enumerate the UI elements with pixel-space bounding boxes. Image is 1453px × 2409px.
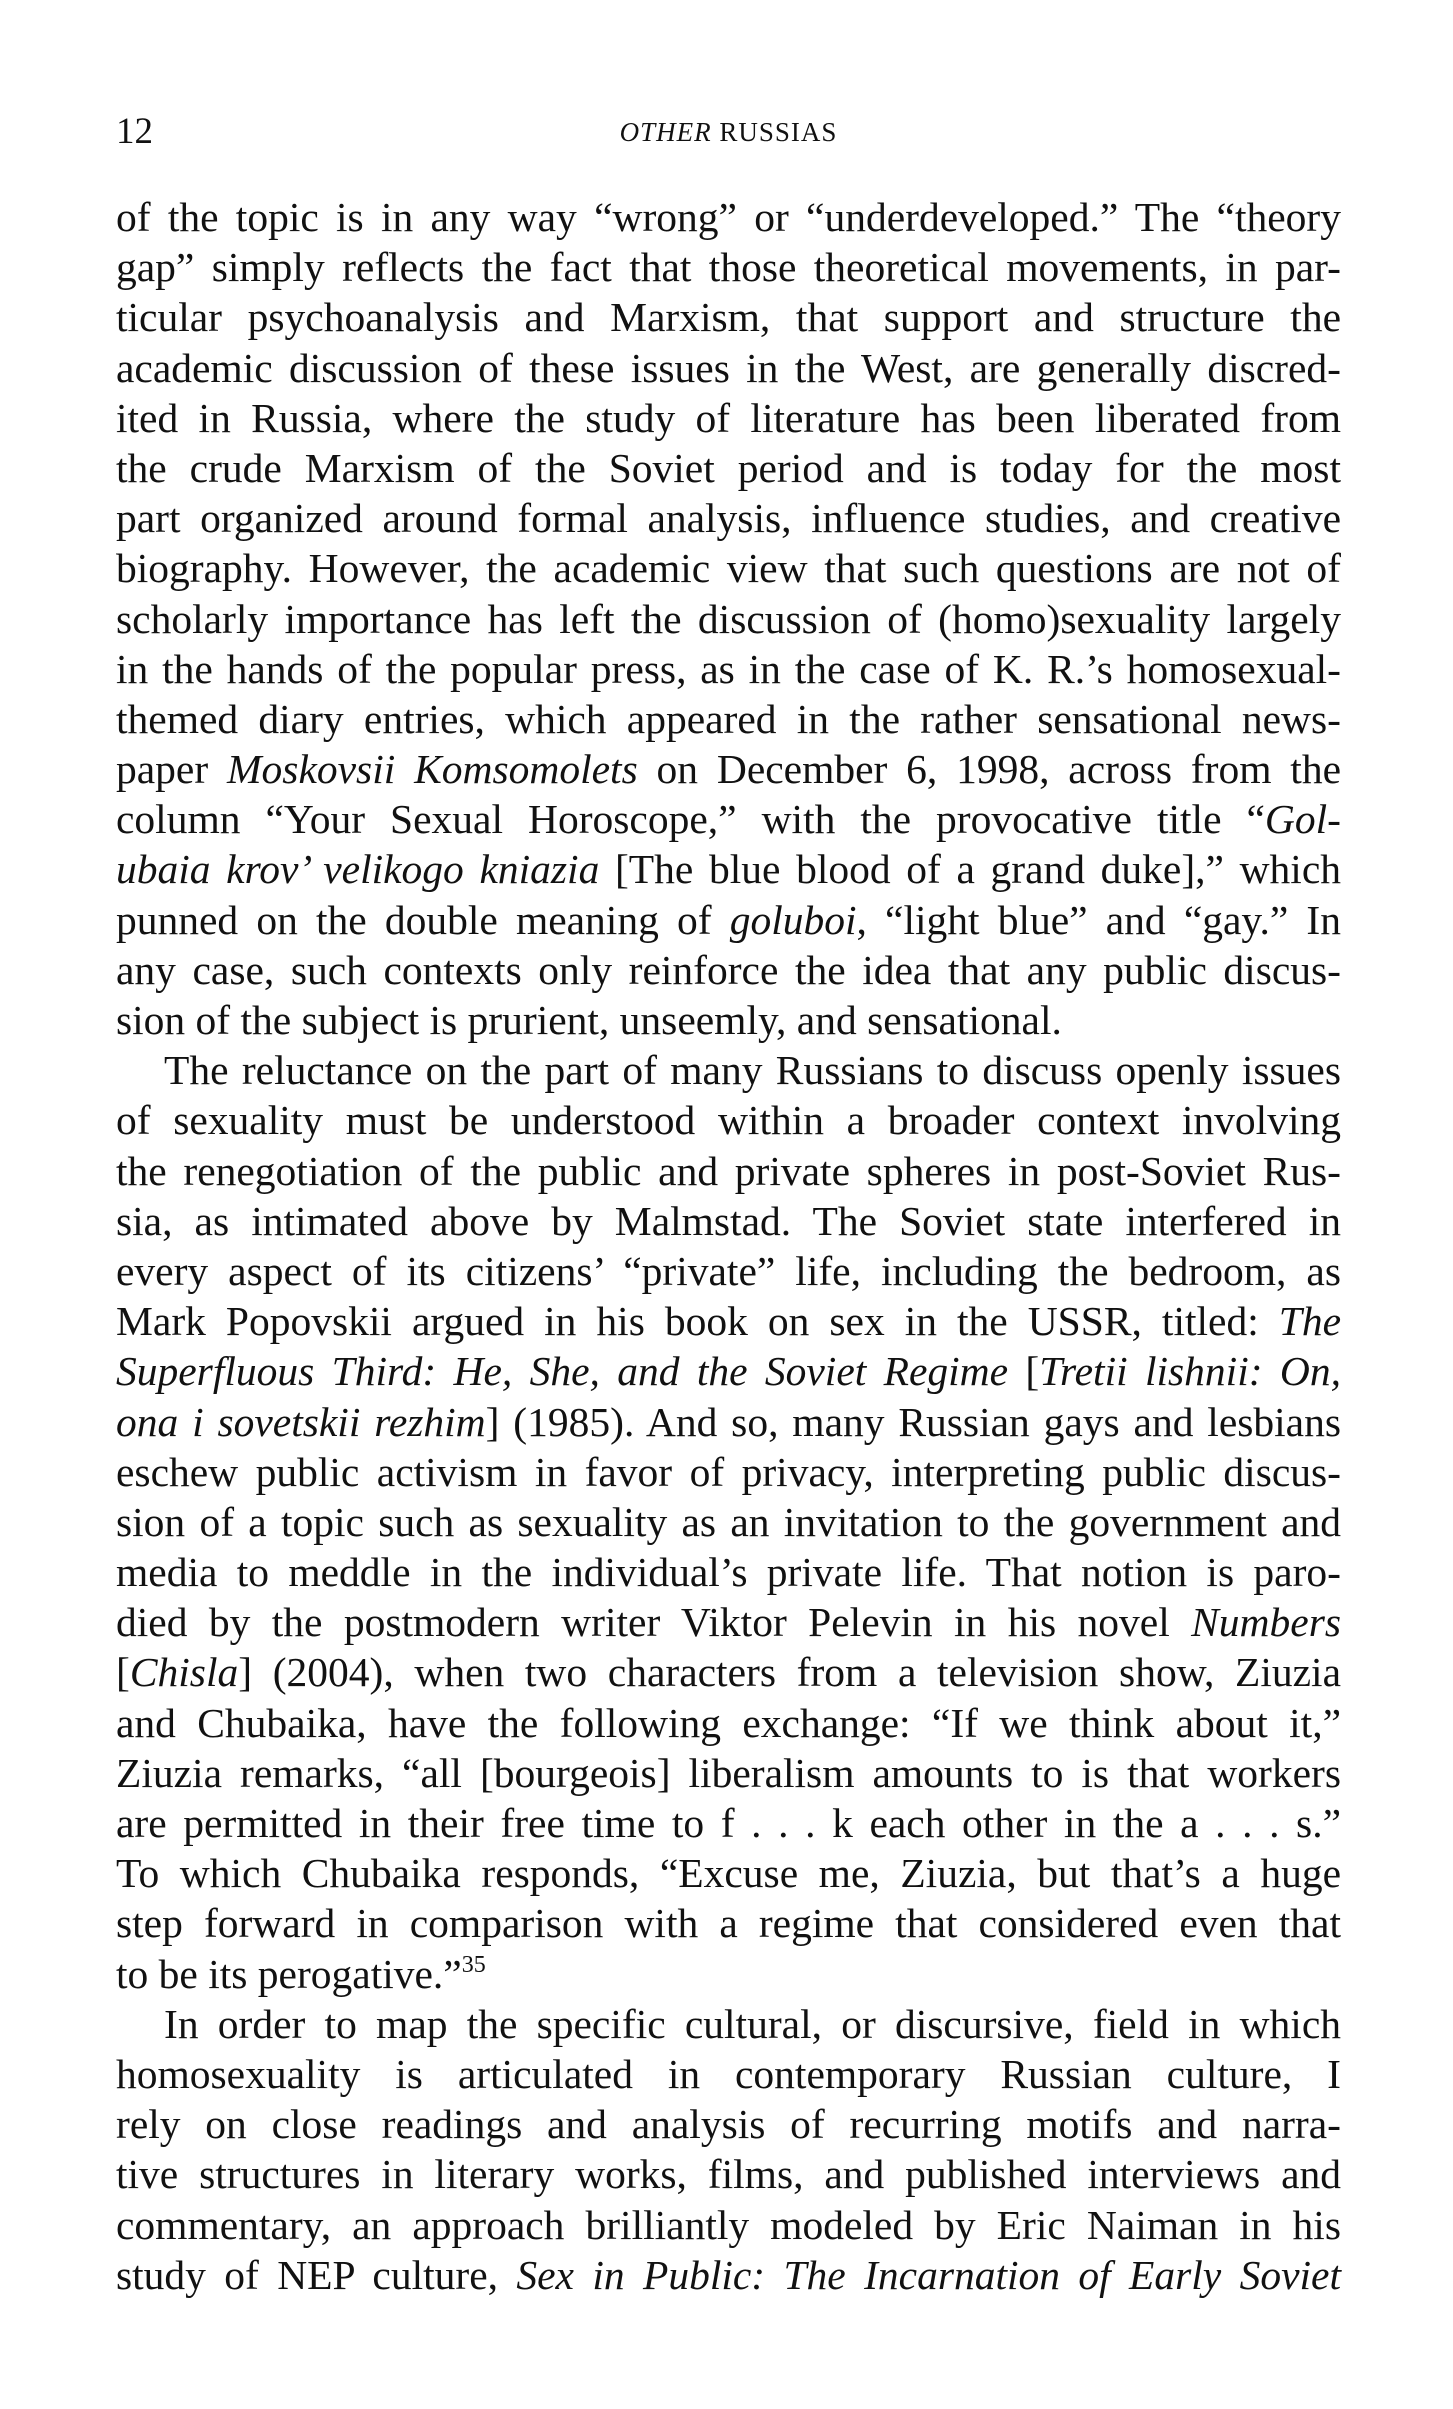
text-line [116,1045,1341,1095]
running-head-italic: OTHER [619,117,712,147]
footnote-marker: 35 [461,1951,486,1978]
text-line [116,844,1341,894]
text-line [116,2049,1341,2099]
text-line [116,1949,1341,1999]
text-line [116,1196,1341,1246]
text-line [116,1647,1341,1697]
text-line [116,2250,1341,2300]
text-segment: biography. However, the academic view that such questions are not of [116,545,1341,592]
text-segment: paper [116,746,227,793]
text-segment: In order to map the specific cultural, or discursive, field in which [164,2000,1341,2047]
text-segment: gap” simply reflects the fact that those theoretical movements, in par- [116,244,1341,291]
text-line [116,995,1341,1045]
running-head-rest: RUSSIAS [711,117,838,147]
text-segment: Ziuzia remarks, “all [bourgeois] liberalism amounts to is that workers [116,1749,1341,1796]
text-segment: ] (1985). And so, many Russian gays and lesbians [485,1398,1341,1445]
text-line [116,443,1341,493]
text-line [116,1597,1341,1647]
text-line [116,895,1341,945]
text-line [116,1898,1341,1948]
text-segment: to be its perogative.” [116,1950,462,1997]
text-segment: scholarly importance has left the discussion of (homo)sexuality largely [116,595,1341,642]
text-line [116,1095,1341,1145]
text-segment: of sexuality must be understood within a broader context involving [116,1097,1341,1144]
italic-title: Superfluous Third: He, She, and the Soviet Regime [116,1348,1009,1395]
text-segment: media to meddle in the individual’s private life. That notion is paro- [116,1549,1341,1596]
italic-title: Chisla [129,1649,239,1696]
text-line [116,1146,1341,1196]
text-segment: homosexuality is articulated in contemporary Russian culture, I [116,2050,1341,2097]
page-header [116,108,1341,156]
italic-title: goluboi [729,896,857,943]
text-line [116,493,1341,543]
italic-title: Gol- [1264,796,1341,843]
text-segment: any case, such contexts only reinforce the idea that any public discus- [116,946,1341,993]
text-segment: on December 6, 1998, across from the [637,746,1341,793]
text-segment: are permitted in their free time to f . . . k each other in the a . . . s.” [116,1800,1341,1846]
text-segment: [ [116,1649,130,1696]
text-line [116,644,1341,694]
italic-title: Sex in Public: The Incarnation of Early Soviet [516,2251,1341,2298]
text-line [116,192,1341,242]
text-line [116,543,1341,593]
text-segment: themed diary entries, which appeared in the rather sensational news- [116,695,1341,742]
italic-title: The [1278,1298,1341,1345]
text-segment: sion of a topic such as sexuality as an invitation to the government and [116,1498,1341,1545]
text-segment: ited in Russia, where the study of literature has been liberated from [116,394,1341,441]
text-line [116,1246,1341,1296]
text-line [116,343,1341,393]
italic-title: Moskovsii Komsomolets [226,746,638,793]
text-segment: tive structures in literary works, films, and published interviews and [116,2151,1341,2198]
italic-title: ubaia krov’ velikogo kniazia [116,846,600,893]
text-line [116,794,1341,844]
text-line [116,242,1341,292]
text-line [116,1848,1341,1898]
text-line [116,1798,1341,1848]
text-line [116,1999,1341,2049]
text-segment: every aspect of its citizens’ “private” life, including the bedroom, as [116,1247,1341,1294]
text-segment: eschew public activism in favor of privacy, interpreting public discus- [116,1448,1341,1495]
text-segment: ] (2004), when two characters from a television show, Ziuzia [238,1649,1341,1696]
italic-title: Numbers [1191,1599,1341,1646]
text-line [116,744,1341,794]
text-line [116,1397,1341,1447]
text-segment: the renegotiation of the public and private spheres in post-Soviet Rus- [116,1147,1341,1194]
text-segment: and Chubaika, have the following exchange: “If we think about it,” [116,1699,1341,1746]
text-segment: [ [1008,1348,1040,1395]
text-segment: punned on the double meaning of [116,896,730,943]
text-segment: step forward in comparison with a regime that considered even that [116,1900,1341,1947]
text-line [116,1748,1341,1798]
text-line [116,2149,1341,2199]
text-line [116,2200,1341,2250]
text-segment: commentary, an approach brilliantly modeled by Eric Naiman in his [116,2201,1341,2248]
text-line [116,945,1341,995]
text-segment: , “light blue” and “gay.” In [856,896,1341,943]
text-segment: [The blue blood of a grand duke],” which [599,846,1341,893]
text-line [116,594,1341,644]
text-segment: in the hands of the popular press, as in the case of K. R.’s homosexual- [116,645,1341,692]
italic-title: Tretii lishnii: On, [1039,1348,1341,1395]
text-line [116,1296,1341,1346]
text-line [116,1346,1341,1396]
text-segment: academic discussion of these issues in the West, are generally discred- [116,344,1341,391]
running-head [116,108,1341,156]
text-segment: sia, as intimated above by Malmstad. The Soviet state interfered in [116,1197,1341,1244]
text-segment: of the topic is in any way “wrong” or “underdeveloped.” The “theory [116,194,1341,240]
page-number: 12 [116,111,153,152]
text-line [116,1547,1341,1597]
text-segment: Mark Popovskii argued in his book on sex in the USSR, titled: [116,1298,1279,1345]
text-line [116,1447,1341,1497]
text-segment: part organized around formal analysis, influence studies, and creative [116,495,1341,542]
text-line [116,694,1341,744]
text-segment: ticular psychoanalysis and Marxism, that support and structure the [116,294,1341,341]
text-segment: column “Your Sexual Horoscope,” with the provocative title “ [116,796,1265,843]
text-segment: rely on close readings and analysis of recurring motifs and narra- [116,2101,1341,2148]
text-line [116,292,1341,342]
text-segment: The reluctance on the part of many Russians to discuss openly issues [164,1047,1341,1094]
text-line [116,2099,1341,2149]
text-segment: died by the postmodern writer Viktor Pelevin in his novel [116,1599,1192,1646]
text-segment: To which Chubaika responds, “Excuse me, Ziuzia, but that’s a huge [116,1850,1341,1897]
body-text [116,192,1341,2300]
text-segment: sion of the subject is prurient, unseemly, and sensational. [116,997,1062,1043]
italic-title: ona i sovetskii rezhim [116,1398,486,1445]
text-segment: study of NEP culture, [116,2251,517,2298]
text-segment: the crude Marxism of the Soviet period and is today for the most [116,444,1341,491]
text-line [116,393,1341,443]
text-line [116,1497,1341,1547]
text-line [116,1698,1341,1748]
